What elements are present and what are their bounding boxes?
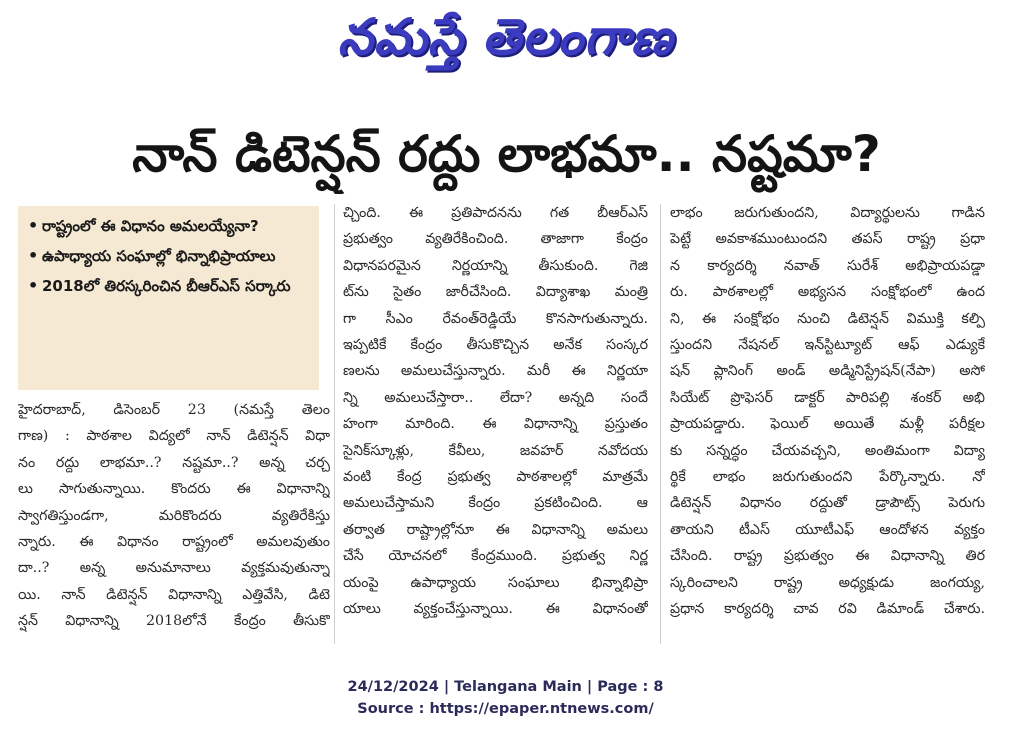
- highlight-text: 2018లో తిరస్కరించిన బీఆర్ఎస్ సర్కారు: [42, 277, 291, 295]
- highlight-text: ఉపాధ్యాయ సంఘాల్లో భిన్నాభిప్రాయాలు: [42, 247, 276, 265]
- text-line: ణలను అమలుచేస్తున్నారు. మరీ ఈ నిర్ణయా: [343, 363, 648, 380]
- text-line: ప్రధాన కార్యదర్శి చావ రవి డిమాండ్ చేశారు.: [670, 601, 985, 618]
- text-line: రు. పాఠశాలల్లో అభ్యసన సంక్షోభంలో ఉంద: [670, 284, 985, 301]
- newspaper-logo: నమస్తే తెలంగాణ: [337, 8, 674, 66]
- text-line: ప్రాయపడ్డారు. ఫెయిల్ అయితే మళ్లీ పరీక్షల: [670, 416, 985, 433]
- text-line: చేసింది. రాష్ట్ర ప్రభుత్వం ఈ విధానాన్ని తిర: [670, 548, 985, 565]
- highlight-item: [28, 244, 311, 268]
- text-line: గాణ) : పాఠశాల విద్యలో నాన్ డిటెన్షన్ విధా: [18, 428, 330, 445]
- text-line: యి. నాన్ డిటెన్షన్ విధానాన్ని ఎత్తివేసి, డిటె: [18, 586, 330, 603]
- text-line: చేసే యోచనలో కేంద్రముంది. ప్రభుత్వ నిర్ణ: [343, 548, 648, 565]
- text-line: న్ని అమలుచేస్తారా.. లేదా? అన్నది సందే: [343, 389, 648, 406]
- text-line: ఇప్పటికే కేంద్రం తీసుకొచ్చిన అనేక సంస్కర: [343, 337, 648, 354]
- highlight-item: [28, 274, 311, 298]
- text-line: న్షన్ విధానాన్ని 2018లోనే కేంద్రం తీసుకొ: [18, 613, 330, 630]
- text-line: తాయని టీఎస్ యూటీఎఫ్ ఆందోళన వ్యక్తం: [670, 521, 985, 538]
- bullet-icon: •: [28, 216, 39, 235]
- text-line: యాలు వ్యక్తంచేస్తున్నాయి. ఈ విధానంతో: [343, 601, 648, 618]
- bullet-icon: •: [28, 276, 39, 295]
- article-column-2: [343, 200, 648, 623]
- text-line: లాభం జరుగుతుందని, విద్యార్థులను గాడిన: [670, 205, 985, 221]
- text-line: గా సీఎం రేవంత్‌రెడ్డియే కొనసాగుతున్నారు.: [343, 310, 648, 327]
- text-line: షన్ ప్లానింగ్ అండ్ అడ్మినిస్ట్రేషన్(నేపా) అసో: [670, 363, 985, 380]
- article-column-3: [670, 200, 985, 623]
- highlight-text: రాష్ట్రంలో ఈ విధానం అమలయ్యేనా?: [42, 217, 259, 235]
- text-line: నం రద్దు లాభమా..? నష్టమా..? అన్న చర్చ: [18, 454, 330, 471]
- column-divider: [334, 204, 335, 644]
- masthead: [0, 0, 1011, 78]
- article-headline: నాన్ డిటెన్షన్ రద్దు లాభమా.. నష్టమా?: [132, 125, 881, 183]
- text-line: దా..? అన్న అనుమానాలు వ్యక్తమవుతున్నా: [18, 560, 330, 577]
- bullet-icon: •: [28, 246, 39, 265]
- text-line: న కార్యదర్శి నవాత్ సురేశ్ అభిప్రాయపడ్డా: [670, 257, 985, 274]
- text-line: హైదరాబాద్, డిసెంబర్ 23 (నమస్తే తెలం: [18, 402, 330, 418]
- column-divider: [660, 204, 661, 644]
- text-line: అమలుచేస్తామని కేంద్రం ప్రకటించింది. ఆ: [343, 495, 648, 512]
- text-line: ప్రభుత్వం వ్యతిరేకించింది. తాజాగా కేంద్రం: [343, 231, 648, 248]
- text-line: సైనిక్‌స్కూళ్లు, కేవీలు, జవహర్ నవోదయ: [343, 442, 648, 459]
- text-line: ని, ఈ సంక్షోభం నుంచి డిటెన్షన్ విముక్తి కల్పి: [670, 310, 985, 327]
- text-line: ర్థికే లాభం జరుగుతుందని పేర్కొన్నారు. నో: [670, 469, 985, 486]
- highlight-item: [28, 214, 311, 238]
- highlights-box: [18, 206, 319, 390]
- text-line: న్నారు. ఈ విధానం రాష్ట్రంలో అమలవుతుం: [18, 534, 330, 551]
- text-line: డిటెన్షన్ విధానం రద్దుతో డ్రాపౌట్స్ పెరుగు: [670, 495, 985, 512]
- text-line: స్కరించాలని రాష్ట్ర అధ్యక్షుడు జంగయ్య,: [670, 574, 985, 591]
- text-line: కు సన్నద్ధం చేయవచ్చని, అంతిమంగా విద్యా: [670, 442, 985, 459]
- text-line: స్వాగతిస్తుండగా, మరికొందరు వ్యతిరేకిస్తు: [18, 507, 330, 524]
- text-line: పెట్టే అవకాశముంటుందని తపస్ రాష్ట్ర ప్రధా: [670, 231, 985, 248]
- text-line: చ్చింది. ఈ ప్రతిపాదనను గత బీఆర్ఎస్: [343, 205, 648, 221]
- text-line: తర్వాత రాష్ట్రాల్లోనూ ఈ విధానాన్ని అమలు: [343, 521, 648, 538]
- footer-date-edition: 24/12/2024 | Telangana Main | Page : 8: [347, 679, 664, 695]
- text-line: లు సాగుతున్నాయి. కొందరు ఈ విధానాన్ని: [18, 481, 330, 498]
- text-line: యంపై ఉపాధ్యాయ సంఘాలు భిన్నాభిప్రా: [343, 574, 648, 591]
- text-line: వంటి కేంద్ర ప్రభుత్వ పాఠశాలల్లో మాత్రమే: [343, 469, 648, 486]
- text-line: సియేట్ ప్రొఫెసర్ డాక్టర్ పారిపల్లి శంకర్ అభి: [670, 389, 985, 406]
- footer-source: Source : https://epaper.ntnews.com/: [357, 701, 654, 717]
- page-footer: [0, 676, 1011, 720]
- text-line: స్తుందని నేషనల్ ఇన్‌స్టిట్యూట్ ఆఫ్ ఎడ్యుకే: [670, 337, 985, 354]
- text-line: ట్‌ను సైతం జారీచేసింది. విద్యాశాఖ మంత్రి: [343, 284, 648, 301]
- text-line: హంగా మారింది. ఈ విధానాన్ని ప్రస్తుతం: [343, 416, 648, 433]
- text-line: విధానపరమైన నిర్ణయాన్ని తీసుకుంది. గెజి: [343, 257, 648, 274]
- article-column-1: [18, 397, 330, 635]
